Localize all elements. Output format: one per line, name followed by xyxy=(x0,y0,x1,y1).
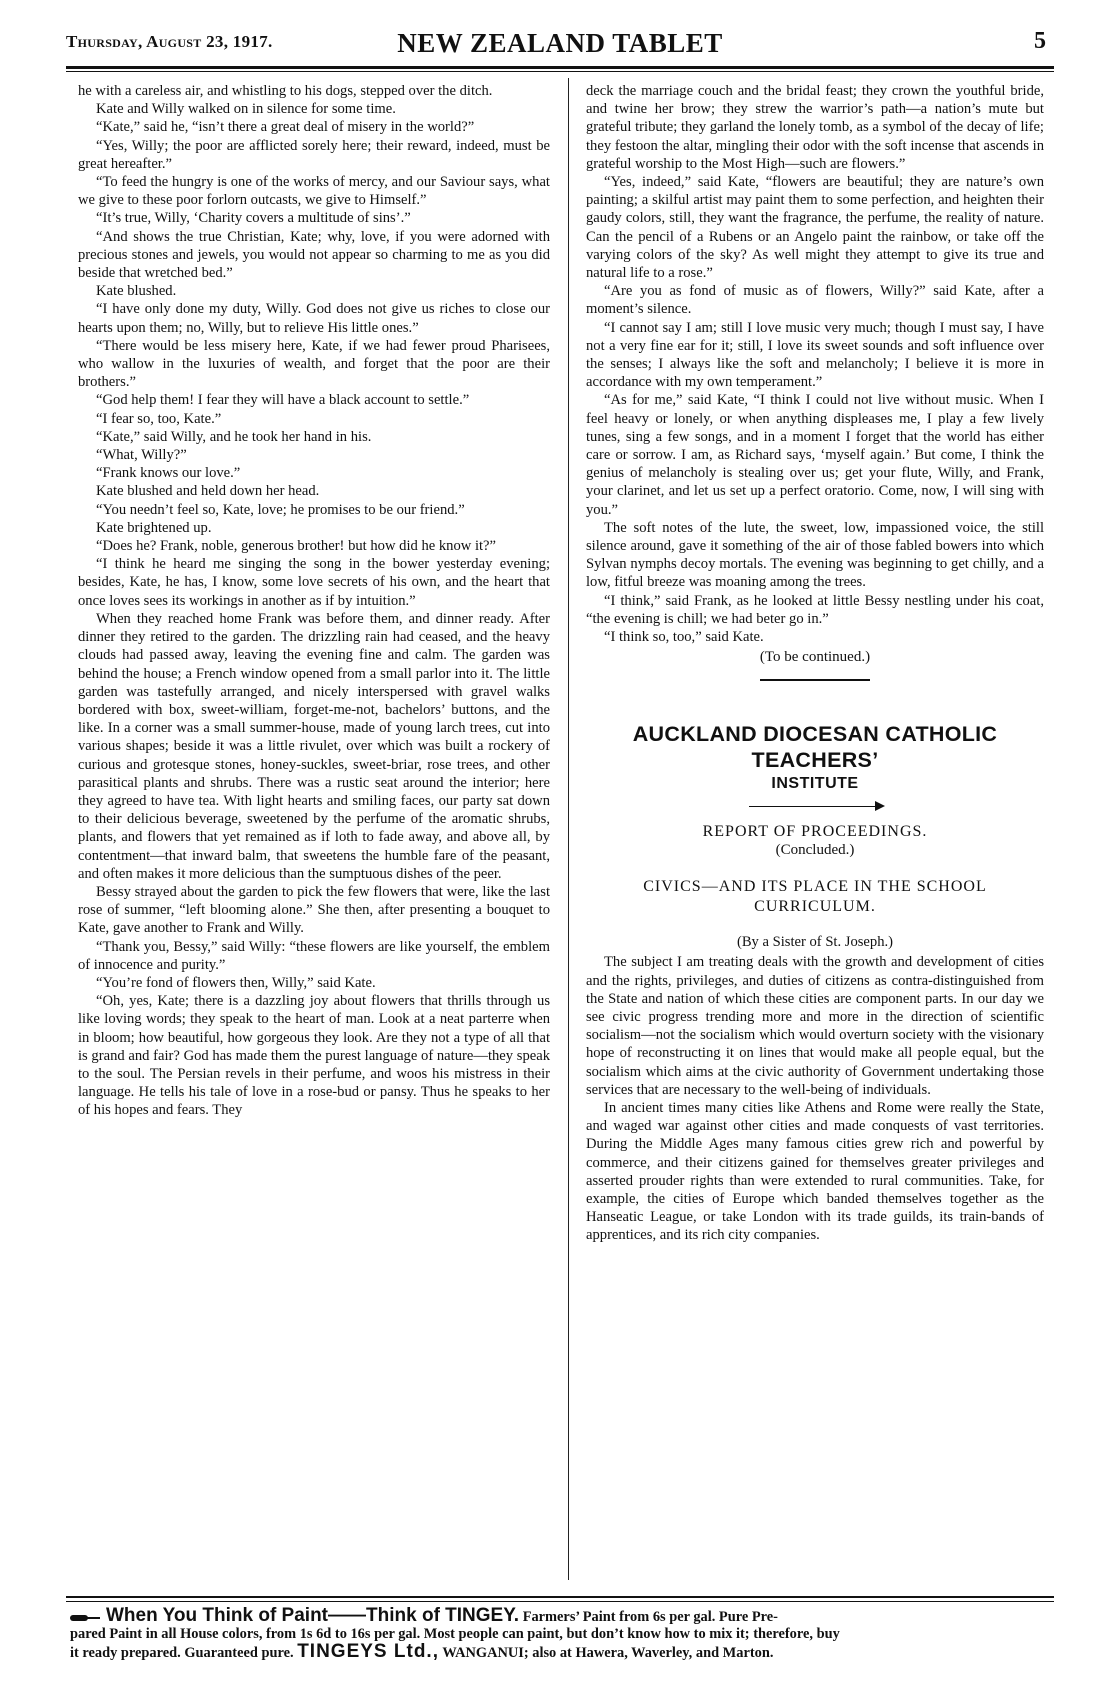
to-be-continued: (To be continued.) xyxy=(759,649,871,666)
paragraph: Kate and Willy walked on in silence for some time. xyxy=(96,101,396,118)
paragraph: “Kate,” said Willy, and he took her hand in his. xyxy=(96,428,372,445)
ad-headline: When You Think of Paint xyxy=(106,1605,329,1626)
paragraph: “I fear so, too, Kate.” xyxy=(96,410,222,427)
paragraph: “I think so, too,” said Kate. xyxy=(604,629,764,646)
paragraph: “You needn’t feel so, Kate, love; he promises to be our friend.” xyxy=(96,501,465,518)
advertisement xyxy=(70,1607,1050,1662)
paragraph: “To feed the hungry is one of the works of mercy, and our Saviour says, what we give to these poor forlorn outcasts, we give to Himself.” xyxy=(78,174,550,209)
column-divider xyxy=(568,78,569,1580)
left-column xyxy=(78,82,550,1120)
pointing-hand-icon xyxy=(70,1613,100,1623)
footer-rule xyxy=(66,1596,1054,1598)
section-separator xyxy=(760,679,870,681)
ad-line-2: pared Paint in all House colors, from 1s 6d to 16s per gal. Most people can paint, but don’t know how to mix it; therefore, buy xyxy=(70,1626,840,1642)
paragraph: “And shows the true Christian, Kate; why, love, if you were adorned with precious stones and jewels, you would not appear so charming to me as you did beside that wretched bed.” xyxy=(78,228,550,282)
paragraph: “It’s true, Willy, ‘Charity covers a multitude of sins’.” xyxy=(96,210,411,227)
paragraph: Bessy strayed about the garden to pick the few flowers that were, like the last rose of summer, “left blooming alone.” She then, after presenting a bouquet to Kate, gave another to Frank and Willy. xyxy=(78,883,550,937)
paragraph: he with a careless air, and whistling to his dogs, stepped over the ditch. xyxy=(78,83,493,99)
ad-brand: TINGEYS Ltd., xyxy=(297,1641,439,1662)
ad-line-1 xyxy=(70,1607,1050,1626)
masthead-rule xyxy=(66,66,1054,69)
ad-dash: —— xyxy=(328,1605,367,1626)
ad-line-3 xyxy=(70,1643,1050,1662)
paragraph: “As for me,” said Kate, “I think I could not live without music. When I feel heavy or lonely, or when anything displeases me, I play a few lively tunes, sing a few songs, and in a moment I forget that the world has either care or sorrow. I am, as Richard says, ‘myself again.’ But come, I think the genius of melancholy is stealing over us; get your flute, Willy, and Frank, your clarinet, and let us set up a perfect oratorio. Come, now, I will sing with you.” xyxy=(586,392,1044,518)
paragraph: “Does he? Frank, noble, generous brother! but how did he know it?” xyxy=(96,538,497,555)
article-title-line-1: CIVICS—AND ITS PLACE IN THE SCHOOL xyxy=(643,878,987,896)
ad-headline-brand: Think of TINGEY. xyxy=(366,1605,520,1626)
section-title: AUCKLAND DIOCESAN CATHOLIC TEACHERS’ xyxy=(632,721,998,772)
right-column xyxy=(586,82,1044,1245)
paragraph: “Yes, Willy; the poor are afflicted sorely here; their reward, indeed, must be great hereafter.” xyxy=(78,137,550,172)
paragraph: “I cannot say I am; still I love music very much; though I must say, I have not a very fine ear for it; still, I love its sweet sounds and soft influence over the senses; I always like the soft and melancholy; I believe it is more in accordance with my own temperament.” xyxy=(586,319,1044,391)
ad-guarantee: it ready prepared. Guaranteed pure. xyxy=(70,1645,294,1661)
newspaper-title: NEW ZEALAND TABLET xyxy=(397,28,723,58)
paragraph: deck the marriage couch and the bridal feast; they crown the youthful bride, and twine her brow; they strew the warrior’s path—a nation’s mute but grateful tribute; they garland the lonely tomb, as a symbol of the decay of life; they festoon the altar, mingling their odor with the soft incense that ascends in grateful worship to the Most High—such are flowers.” xyxy=(586,83,1044,172)
paragraph: “Thank you, Bessy,” said Willy: “these flowers are like yourself, the emblem of innocence and purity.” xyxy=(78,938,550,973)
paragraph: “Frank knows our love.” xyxy=(96,465,241,482)
paragraph: “There would be less misery here, Kate, if we had fewer proud Pharisees, who wallow in the luxuries of wealth, and forget that the poor are their brothers.” xyxy=(78,337,550,391)
report-subtitle: (Concluded.) xyxy=(775,841,855,858)
footer-rule-thin xyxy=(66,1601,1054,1602)
paragraph: “I think,” said Frank, as he looked at little Bessy nestling under his coat, “the evening is chill; we had beter go in.” xyxy=(586,592,1044,627)
paragraph: Kate blushed. xyxy=(96,283,177,300)
paragraph: When they reached home Frank was before them, and dinner ready. After dinner they retired to the garden. The drizzling rain had ceased, and the heavy clouds had passed away, leaving the evening fine and calm. The garden was behind the house; a French window opened from a small parlor into it. The little garden was tastefully arranged, and nicely interspersed with gravel walks bordered with box, sweet-william, forget-me-not, bachelors’ buttons, and the like. In a corner was a small summer-house, made of young larch trees, cut into various shapes; beside it was a little rivulet, over which was built a rockery of curious and grotesque stones, honey-suckles, sweet-briar, rose trees, and other parasitical plants and shrubs. There was a rustic seat around the interior; here they agreed to have tea. With light hearts and smiling faces, our party sat down to their delicious beverage, sweetened by the perfume of the aromatic shrubs, plants, and flowers that yet remained as if loth to fade away, and above all, by contentment—that inward balm, that sweetens the humble fare of the peasant, and often makes it more delicious than the sumptuous dishes of the peer. xyxy=(78,610,550,882)
paragraph: “I have only done my duty, Willy. God does not give us riches to close our hearts upon them; no, Willy, but to relieve His little ones.” xyxy=(78,301,550,336)
page-number: 5 xyxy=(1034,28,1046,54)
paragraph: “I think he heard me singing the song in the bower yesterday evening; besides, Kate, he has, I know, some love secrets of his own, and the heart that once loves sees its workings in another as if by intuition.” xyxy=(78,556,550,609)
ad-locations: WANGANUI; also at Hawera, Waverley, and Marton. xyxy=(442,1645,774,1661)
paragraph: “Oh, yes, Kate; there is a dazzling joy about flowers that thrills through us like loving words; they speak to the heart of man. Look at a neat parterre when in bloom; how beautiful, how gorgeous they look. Are they not a type of all that is grand and fair? God has made them the purest language of nature—they speak to the soul. The Persian revels in their perfume, and woos his mistress in their language. He tells his tale of love in a rose-bud or pansy. Thus he speaks to her of his hopes and fears. They xyxy=(78,993,550,1119)
paragraph: “Are you as fond of music as of flowers, Willy?” said Kate, after a moment’s silence. xyxy=(586,283,1044,318)
paragraph: Kate blushed and held down her head. xyxy=(96,483,320,500)
paragraph: In ancient times many cities like Athens and Rome were really the State, and waged war against other cities and made conquests of vast territories. During the Middle Ages many famous cities grew rich and powerful by commerce, and their citizens gained for themselves greater privileges and asserted prouder rights than were extended to rural communities. Take, for example, the cities of Europe which banded themselves together as the Hanseatic League, or take London with its trade guilds, its train-bands of apprentices, and its rich city companies. xyxy=(586,1099,1044,1244)
paragraph: “What, Willy?” xyxy=(96,447,187,464)
paragraph: “You’re fond of flowers then, Willy,” said Kate. xyxy=(96,974,376,991)
masthead xyxy=(66,28,1054,64)
article-title xyxy=(586,877,1044,917)
arrow-ornament-icon xyxy=(586,797,1044,809)
section-subtitle: INSTITUTE xyxy=(771,774,859,792)
paragraph: “Kate,” said he, “isn’t there a great deal of misery in the world?” xyxy=(96,119,475,136)
report-title: REPORT OF PROCEEDINGS. xyxy=(702,822,928,840)
article-title-line-2: CURRICULUM. xyxy=(754,898,876,916)
masthead-rule-thin xyxy=(66,71,1054,72)
paragraph: Kate brightened up. xyxy=(96,519,212,536)
byline: (By a Sister of St. Joseph.) xyxy=(736,934,894,951)
paragraph: The subject I am treating deals with the growth and development of cities and the rights, privileges, and duties of citizens as contra-distinguished from the State and nation of which these cities are component parts. In our day we see civic progress trending more and more in the direction of scientific socialism—not the socialism which would overturn society with the visionary hope of reconstructing it on lines that would make all people equal, but the socialism which aims at the civic authority of Government undertaking those services that are necessary to the well-being of individuals. xyxy=(586,954,1044,1098)
paragraph: “God help them! I fear they will have a black account to settle.” xyxy=(96,392,470,409)
issue-date: Thursday, August 23, 1917. xyxy=(66,32,273,51)
ad-line-1-tail: Farmers’ Paint from 6s per gal. Pure Pre- xyxy=(522,1609,778,1625)
paragraph: The soft notes of the lute, the sweet, low, impassioned voice, the still silence around, gave it something of the air of those fabled bowers into which Sylvan nymphs decoy mortals. The evening was beginning to get chilly, and a low, fitful breeze was moaning among the trees. xyxy=(586,519,1044,591)
paragraph: “Yes, indeed,” said Kate, “flowers are beautiful; they are nature’s own painting; a skilful artist may paint them to some perfection, and heighten their gaudy colors, still, they want the fragrance, the perfume, the reality of nature. Can the pencil of a Rubens or an Angelo paint the rainbow, or take off the varying colors of the sky? As well might they attempt to give its true and natural life to a rose.” xyxy=(586,174,1044,282)
